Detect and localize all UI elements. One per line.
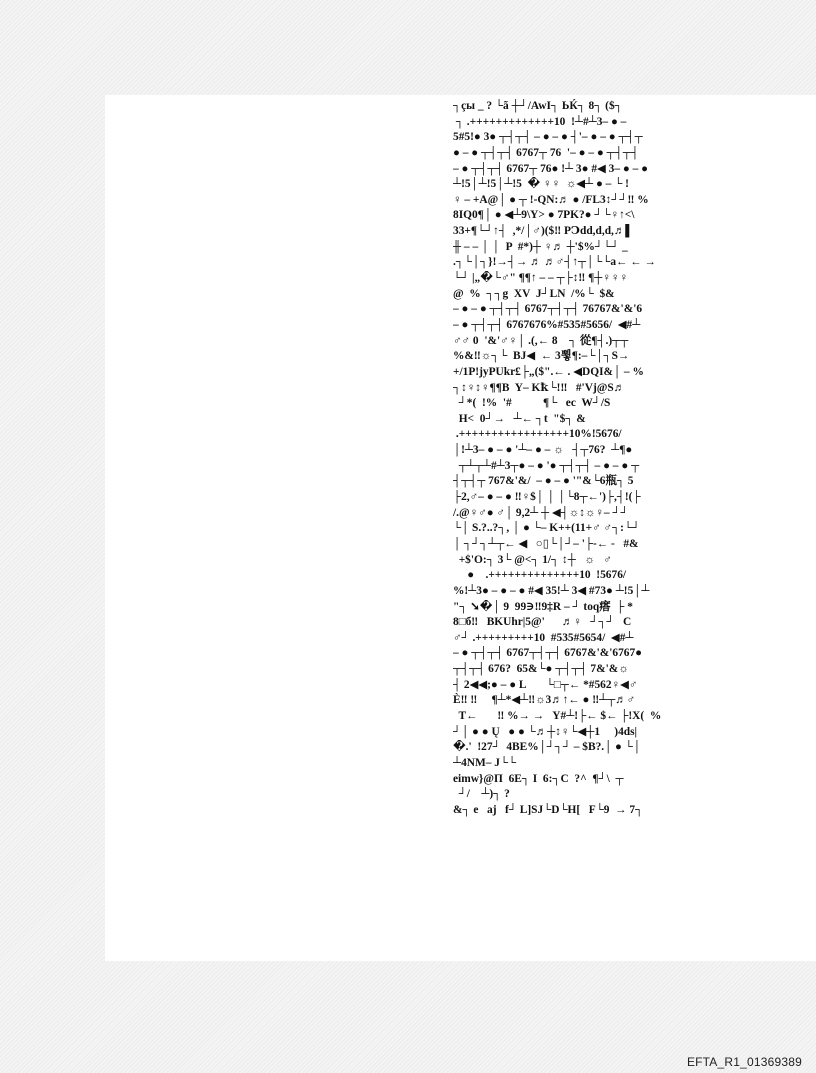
text-line: "┐ ➘�│ 9 99∋‼9‡R – ┘ toq瘩 ├ *: [453, 600, 633, 613]
text-line: │ ┐┘┐┴┬← ◀ ○▯└│┘– '├-← - #&: [453, 537, 639, 550]
text-line: T← ‼ %→ → Y#┴!├← $← ├!X( %: [453, 709, 662, 722]
text-line: .┐└│┐}!→┤→ ♬ ♬♂┤↑┬│└└a← ← →: [453, 256, 656, 269]
document-id-label: EFTA_R1_01369389: [686, 1055, 802, 1069]
text-line: ┐↕♀↕♀¶¶B Y– Kꝁ└!‼ #'Vj@S♬: [453, 381, 626, 394]
text-line: – ● ┬┤┬┤ 6767676%#535#5656/ ◀#┴: [453, 318, 641, 331]
text-line: ┘*( !% '# ¶└ ec W┘/S: [453, 397, 611, 410]
text-line: ┘/ ┴)┐ ?: [453, 788, 510, 801]
text-line: .+++++++++++++++++10%!5676/: [453, 428, 622, 441]
text-line: ┬┴┬┴#┴3┬● – ● '● ┬┤┬┤ – ● – ● ┬: [453, 459, 640, 472]
text-line: �.' !27┘ 4BE%│┘┐┘ – $B?.│ ● └│: [453, 741, 641, 754]
text-line: +/1P!jyPUkr£├„($".← . ◀DQI&│ – %: [453, 365, 644, 378]
text-line: %&‼☼┐└ BJ◀ ← 3뾯¶:–└│┐S→: [453, 350, 630, 363]
text-line: ┴!5│┴!5│┴!5 � ♀♀ ☼◀┴ ● – └ !: [453, 178, 629, 191]
text-line: └│ S.?..?┐, │ ● └– K++(11+♂ ♂┐:└┘: [453, 522, 641, 535]
text-line: – ● – ● ┬┤┬┤ 6767┬┤┬┤ 76767&'&'6: [453, 303, 643, 316]
text-line: ┤ 2◀◀;● – ● L └□┬← *#562♀◀♂: [453, 678, 638, 691]
text-line: – ● ┬┤┬┤ 6767┬┤┬┤ 6767&'&'6767●: [453, 647, 643, 660]
text-line: ┘│ ● ● Ų ● ● └♬┼↕♀└◀┼1 )4ds|: [453, 725, 638, 738]
text-line: 5#5!● 3● ┬┤┬┤ – ● – ● ┤'– ● – ● ┬┤┬: [453, 131, 643, 144]
text-line: È‼ ‼ ¶┴*◀┴‼☼3♬↑← ● ‼┴┬♬♂: [453, 694, 636, 707]
text-line: ┐ .+++++++++++++10 !┴#┴3– ● –: [453, 115, 627, 128]
text-line: └┘ |„�└♂" ¶¶↑ – – ┬├↕‼ ¶┼♀♀♀: [453, 272, 629, 285]
scanned-page: [105, 95, 816, 961]
text-line: &┐ e aj f┘ L]SJ└D└H[ F└9 → 7┐: [453, 803, 644, 816]
text-line: ● – ● ┬┤┬┤ 6767┬ 76 '– ● – ● ┬┤┬┤: [453, 146, 639, 159]
text-line: 33+¶└┘↑┤ ,*/│♂)($‼ PↃdd,d,d,♬▌: [453, 225, 634, 238]
text-line: 8□б‼ BKUhr|5@' ♬♀ ┘┐┘ C: [453, 616, 632, 629]
text-line: %!┴3● – ● – ● #◀ 35!┴ 3◀ #73● ┴!5│┴: [453, 584, 650, 597]
text-line: ┬┤┬┤ 676? 65&└● ┬┤┬┤ 7&'&☼: [453, 663, 629, 676]
text-line: │!┴3– ● – ● '┴– ● – ☼ ┤┬76? ┴¶●: [453, 444, 633, 457]
text-line: /.@♀♂● ♂│ 9,2┴ ┼ ◀┤☼↕☼♀– ┘┘: [453, 506, 629, 519]
text-line: ┤┬┤┬ 767&'&/ – ● – ● '"&└6瓶┐ 5: [453, 475, 634, 488]
text-line: eimw}@Π 6E┐ I 6:┐C ?^ ¶┘\ ┬: [453, 772, 624, 785]
text-line: ┐çы _ ? └ã ┼┘/AwI┐ ЬЌ┐ 8┐ ($┐: [453, 100, 623, 112]
text-line: ╫ – – │ │ P #*)┼ ♀♬ ┼'$%┘└┘ _: [453, 240, 628, 253]
text-line: ├2,♂– ● – ● ‼♀$│ │ │└8┬←')├,┤!(├: [453, 491, 641, 504]
text-line: ♂┘ .+++++++++10 #535#5654/ ◀#┴: [453, 631, 634, 644]
text-line: – ● ┬┤┬┤ 6767┬ 76● !┴ 3● #◀ 3– ● – ●: [453, 162, 649, 175]
text-line: 8IQ0¶│ ● ◀┴9\Y> ● 7PK?● ┘└♀↑<\: [453, 209, 635, 222]
text-line: +$'O:┐ 3└ @<┐ 1/┐ ↕┼ ☼ ♂: [453, 553, 612, 566]
text-line: ┴4NM– J└└: [453, 756, 517, 769]
text-line: @ % ┐┐g XV J┘LN /%└ $&: [453, 287, 615, 300]
text-line: ♂♂ 0 '&'♂♀│ .(,← 8 ┐ 從¶┤.)┬┬: [453, 334, 629, 347]
text-line: ♀ – +A@│ ● ┬ !-QN:♬ ● /FL3↕┘┘‼ %: [453, 193, 649, 206]
garbled-text-column: [453, 99, 816, 818]
text-line: ● .++++++++++++++10 !5676/: [453, 569, 627, 582]
text-line: H< 0┘→ ┴← ┐t "$┐ &: [453, 412, 586, 425]
